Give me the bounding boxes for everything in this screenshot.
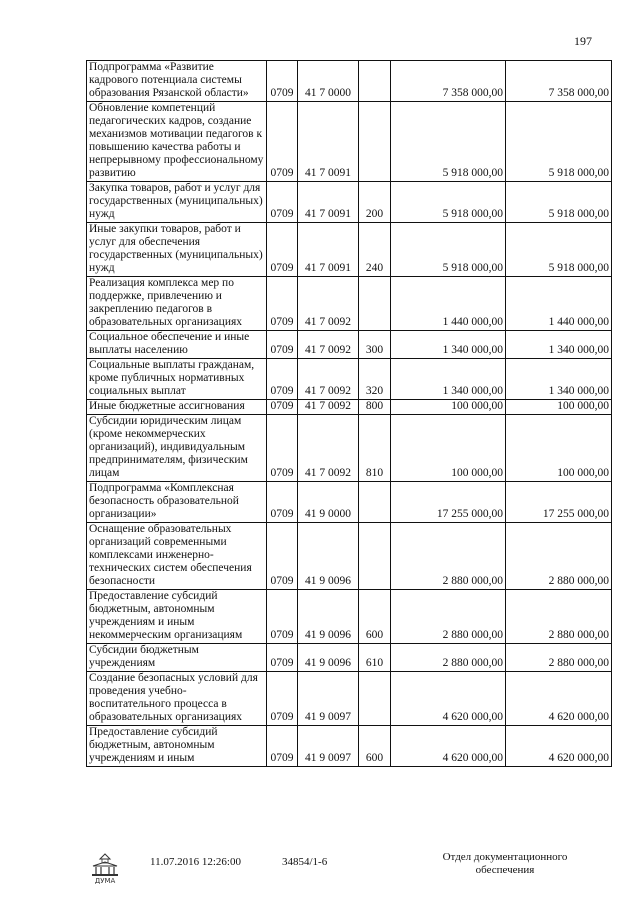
table-row: [87, 277, 612, 331]
amount-cell: 1 440 000,00: [391, 277, 506, 331]
expense-type-cell: 600: [359, 726, 391, 767]
expense-type-cell: [359, 277, 391, 331]
row-name-cell: Подпрограмма «Развитие кадрового потенциала системы образования Рязанской области»: [87, 61, 267, 102]
expense-type-cell: 300: [359, 331, 391, 359]
row-name-cell: Реализация комплекса мер по поддержке, привлечению и закреплению педагогов в образовательных организациях: [87, 277, 267, 331]
target-code-cell: 41 9 0097: [298, 672, 359, 726]
table-row: [87, 223, 612, 277]
target-code-cell: 41 9 0096: [298, 590, 359, 644]
amount-cell: 5 918 000,00: [506, 182, 612, 223]
expense-type-cell: [359, 672, 391, 726]
table-row: [87, 102, 612, 182]
target-code-cell: 41 7 0091: [298, 102, 359, 182]
amount-cell: 1 340 000,00: [391, 359, 506, 400]
table-row: [87, 523, 612, 590]
amount-cell: 5 918 000,00: [391, 182, 506, 223]
budget-table-body: [87, 61, 612, 767]
section-code-cell: 0709: [267, 102, 298, 182]
table-row: [87, 359, 612, 400]
section-code-cell: 0709: [267, 277, 298, 331]
section-code-cell: 0709: [267, 590, 298, 644]
amount-cell: 7 358 000,00: [391, 61, 506, 102]
document-number: 34854/1-6: [282, 856, 328, 868]
section-code-cell: 0709: [267, 182, 298, 223]
amount-cell: 5 918 000,00: [506, 223, 612, 277]
section-code-cell: 0709: [267, 672, 298, 726]
section-code-cell: 0709: [267, 331, 298, 359]
amount-cell: 7 358 000,00: [506, 61, 612, 102]
row-name-cell: Иные закупки товаров, работ и услуг для обеспечения государственных (муниципальных) нужд: [87, 223, 267, 277]
table-row: [87, 182, 612, 223]
target-code-cell: 41 7 0091: [298, 223, 359, 277]
amount-cell: 5 918 000,00: [506, 102, 612, 182]
expense-type-cell: 320: [359, 359, 391, 400]
section-code-cell: 0709: [267, 61, 298, 102]
expense-type-cell: 810: [359, 415, 391, 482]
amount-cell: 100 000,00: [391, 400, 506, 415]
target-code-cell: 41 9 0096: [298, 644, 359, 672]
expense-type-cell: 200: [359, 182, 391, 223]
target-code-cell: 41 7 0091: [298, 182, 359, 223]
amount-cell: 4 620 000,00: [391, 726, 506, 767]
table-row: [87, 644, 612, 672]
row-name-cell: Субсидии бюджетным учреждениям: [87, 644, 267, 672]
page-footer: [0, 848, 640, 888]
amount-cell: 2 880 000,00: [391, 523, 506, 590]
amount-cell: 1 340 000,00: [391, 331, 506, 359]
row-name-cell: Подпрограмма «Комплексная безопасность образовательной организации»: [87, 482, 267, 523]
table-row: [87, 400, 612, 415]
amount-cell: 5 918 000,00: [391, 102, 506, 182]
duma-building-icon: [88, 852, 122, 884]
amount-cell: 1 440 000,00: [506, 277, 612, 331]
expense-type-cell: [359, 482, 391, 523]
expense-type-cell: 240: [359, 223, 391, 277]
row-name-cell: Субсидии юридическим лицам (кроме некоммерческих организаций), индивидуальным предпринимателям, физическим лицам: [87, 415, 267, 482]
row-name-cell: Закупка товаров, работ и услуг для государственных (муниципальных) нужд: [87, 182, 267, 223]
table-row: [87, 482, 612, 523]
row-name-cell: Предоставление субсидий бюджетным, автономным учреждениям и иным: [87, 726, 267, 767]
target-code-cell: 41 9 0000: [298, 482, 359, 523]
amount-cell: 2 880 000,00: [506, 590, 612, 644]
amount-cell: 1 340 000,00: [506, 359, 612, 400]
amount-cell: 2 880 000,00: [506, 523, 612, 590]
department-stamp: [420, 851, 590, 877]
amount-cell: 5 918 000,00: [391, 223, 506, 277]
amount-cell: 4 620 000,00: [506, 726, 612, 767]
section-code-cell: 0709: [267, 726, 298, 767]
table-row: [87, 61, 612, 102]
amount-cell: 17 255 000,00: [506, 482, 612, 523]
section-code-cell: 0709: [267, 223, 298, 277]
target-code-cell: 41 7 0092: [298, 415, 359, 482]
target-code-cell: 41 7 0000: [298, 61, 359, 102]
table-row: [87, 331, 612, 359]
logo-text: ДУМА: [94, 877, 116, 884]
amount-cell: 2 880 000,00: [391, 644, 506, 672]
row-name-cell: Создание безопасных условий для проведения учебно-воспитательного процесса в образовательных организациях: [87, 672, 267, 726]
expense-type-cell: [359, 523, 391, 590]
section-code-cell: 0709: [267, 400, 298, 415]
page-number: 197: [574, 34, 592, 48]
section-code-cell: 0709: [267, 359, 298, 400]
section-code-cell: 0709: [267, 482, 298, 523]
row-name-cell: Социальные выплаты гражданам, кроме публичных нормативных социальных выплат: [87, 359, 267, 400]
table-row: [87, 672, 612, 726]
timestamp: 11.07.2016 12:26:00: [150, 856, 241, 868]
section-code-cell: 0709: [267, 415, 298, 482]
target-code-cell: 41 7 0092: [298, 277, 359, 331]
amount-cell: 2 880 000,00: [391, 590, 506, 644]
amount-cell: 2 880 000,00: [506, 644, 612, 672]
row-name-cell: Оснащение образовательных организаций современными комплексами инженерно-технических систем обеспечения безопасности: [87, 523, 267, 590]
table-row: [87, 415, 612, 482]
amount-cell: 100 000,00: [506, 400, 612, 415]
row-name-cell: Обновление компетенций педагогических кадров, создание механизмов мотивации педагогов к повышению качества работы и непрерывному профессиональному развитию: [87, 102, 267, 182]
amount-cell: 1 340 000,00: [506, 331, 612, 359]
target-code-cell: 41 9 0096: [298, 523, 359, 590]
amount-cell: 100 000,00: [391, 415, 506, 482]
expense-type-cell: [359, 61, 391, 102]
expense-type-cell: [359, 102, 391, 182]
section-code-cell: 0709: [267, 644, 298, 672]
target-code-cell: 41 7 0092: [298, 359, 359, 400]
row-name-cell: Социальное обеспечение и иные выплаты населению: [87, 331, 267, 359]
amount-cell: 100 000,00: [506, 415, 612, 482]
row-name-cell: Предоставление субсидий бюджетным, автономным учреждениям и иным некоммерческим организациям: [87, 590, 267, 644]
department-line-1: Отдел документационного: [442, 851, 568, 863]
target-code-cell: 41 7 0092: [298, 400, 359, 415]
expense-type-cell: 600: [359, 590, 391, 644]
amount-cell: 17 255 000,00: [391, 482, 506, 523]
section-code-cell: 0709: [267, 523, 298, 590]
target-code-cell: 41 9 0097: [298, 726, 359, 767]
amount-cell: 4 620 000,00: [506, 672, 612, 726]
budget-table: [86, 60, 612, 767]
expense-type-cell: 610: [359, 644, 391, 672]
amount-cell: 4 620 000,00: [391, 672, 506, 726]
table-row: [87, 590, 612, 644]
department-line-2: обеспечения: [475, 864, 535, 876]
table-row: [87, 726, 612, 767]
expense-type-cell: 800: [359, 400, 391, 415]
row-name-cell: Иные бюджетные ассигнования: [87, 400, 267, 415]
target-code-cell: 41 7 0092: [298, 331, 359, 359]
